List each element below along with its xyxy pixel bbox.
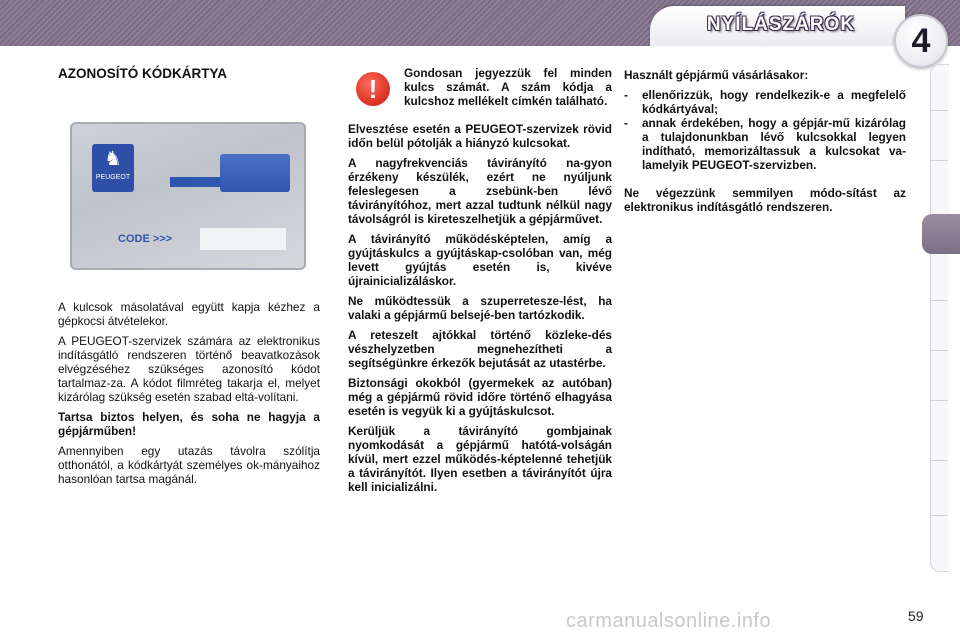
column-3 — [624, 68, 906, 220]
code-card-image — [70, 122, 306, 270]
chapter-index-rail — [930, 64, 949, 572]
key-blank-shape — [220, 154, 290, 192]
list-item: - ellenőrizzük, hogy rendelkezik-e a megfelelő kódkártyával; — [624, 88, 906, 116]
paragraph: A reteszelt ajtókkal történő közleke-dés vészhelyzetben megnehezítheti a segítségünkre érkezők bejutását az utastérbe. — [348, 328, 612, 370]
rail-tick — [930, 400, 948, 401]
brand-logo — [92, 144, 134, 192]
peugeot-lion-icon: ♞ — [104, 148, 122, 170]
rail-tick — [930, 300, 948, 301]
paragraph: A PEUGEOT-szervizek számára az elektronikus indításgátló rendszeren történő beavatkozások elvégzéséhez szükséges azonosító kódot tartalmaz-za. A kódot filmréteg takarja el, melyet kizárólag szükség esetén szabad eltá-volítani. — [58, 334, 320, 404]
code-label: CODE >>> — [118, 233, 173, 245]
paragraph: Biztonsági okokból (gyermekek az autóban) még a gépjármű rövid időre történő elhagyása esetén is vegyük ki a gyújtáskulcsot. — [348, 376, 612, 418]
paragraph: Kerüljük a távirányító gombjainak nyomkodását a gépjármű hatótá-volságán kívül, mert ezzel működés-képtelenné tehetjük a távirányítót. Ilyen esetben a távirányítót újra kell inicializálni. — [348, 424, 612, 494]
rail-tick — [930, 160, 948, 161]
rail-tick — [930, 110, 948, 111]
paragraph: A távirányító működésképtelen, amíg a gyújtáskulcs a gyújtáskap-csolóban van, még levett gyújtás esetén is, kivéve újrainicializáláskor. — [348, 232, 612, 288]
section-title: AZONOSÍTÓ KÓDKÁRTYA — [58, 66, 228, 81]
watermark: carmanualsonline.info — [566, 610, 772, 632]
paragraph: A nagyfrekvenciás távirányító na-gyon érzékeny készülék, ezért ne nyúljunk feleslegesen a zsebünk-ben lévő távirányítóhoz, mert azzal tudtunk nélkül nagy távolságról is kireteszelhetjük a gépjárművet. — [348, 156, 612, 226]
column-1 — [58, 300, 320, 492]
exclamation-circle-icon: ! — [356, 72, 390, 106]
brand-name: PEUGEOT — [95, 174, 131, 181]
paragraph: Ne végezzünk semmilyen módo-sítást az elektronikus indításgátló rendszeren. — [624, 186, 906, 214]
rail-tick — [930, 350, 948, 351]
paragraph: Ne működtessük a szuperretesze-lést, ha valaki a gépjármű belsejé-ben tartózkodik. — [348, 294, 612, 322]
warning-text: Gondosan jegyezzük fel minden kulcs számát. A szám kódja a kulcshoz mellékelt címkén található. — [404, 66, 612, 108]
chapter-title: NYÍLÁSZÁRÓK — [706, 14, 856, 35]
code-scratch-area — [200, 228, 286, 250]
list-item: - annak érdekében, hogy a gépjár-mű kizárólag a tulajdonunkban lévő kulcsokkal legyen indítható, memorizáltassuk a kulcsokat va-lamelyik PEUGEOT-szervizben. — [624, 116, 906, 172]
chapter-number-badge: 4 — [894, 14, 948, 68]
page-number: 59 — [908, 608, 924, 624]
rail-tick — [930, 460, 948, 461]
paragraph: A kulcsok másolatával együtt kapja kézhez a gépkocsi átvételekor. — [58, 300, 320, 328]
list-item-text: ellenőrizzük, hogy rendelkezik-e a megfelelő kódkártyával; — [642, 88, 906, 116]
paragraph: Amennyiben egy utazás távolra szólítja otthonától, a kódkártyát személyes ok-mányaihoz hasonlóan tartsa magánál. — [58, 444, 320, 486]
paragraph: Elvesztése esetén a PEUGEOT-szervizek rövid időn belül pótolják a hiányzó kulcsokat. — [348, 122, 612, 150]
list-item-text: annak érdekében, hogy a gépjár-mű kizárólag a tulajdonunkban lévő kulcsokkal legyen indítható, memorizáltassuk a kulcsokat va-lamelyik PEUGEOT-szervizben. — [642, 116, 906, 172]
list-heading: Használt gépjármű vásárlásakor: — [624, 68, 809, 82]
column-2 — [348, 122, 612, 500]
rail-active-chapter-tab[interactable] — [922, 214, 960, 254]
rail-tick — [930, 515, 948, 516]
bullet-list — [624, 88, 906, 172]
paragraph-bold: Tartsa biztos helyen, és soha ne hagyja a gépjárműben! — [58, 410, 320, 438]
key-stem — [170, 177, 225, 187]
